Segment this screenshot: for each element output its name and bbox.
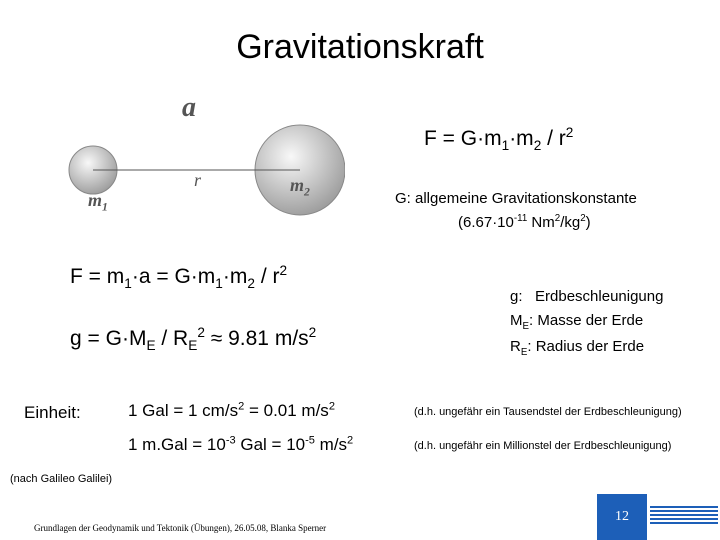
footer-stripes — [650, 506, 718, 526]
formula-newton: $F = m_1\cdot a = G\cdot m_1\cdot m_2 / r^2$ — [70, 263, 288, 292]
mgal-definition: 1 $m.Gal = 10^{-3}$ Gal = $10^{-5}$ $m/s^2$ — [128, 434, 354, 454]
gal-definition: 1 Gal = 1 $cm/s^2 = 0.01$ $m/s^2$ — [128, 400, 335, 420]
mass-2-label: $m_2$ — [290, 175, 310, 199]
footer-text: Grundlagen der Geodynamik und Tektonik (Übungen), 26.05.08, Blanka Sperner — [34, 523, 327, 533]
page-title: Gravitationskraft — [236, 28, 484, 66]
formula-g: $g = G\cdot M_E / R_E^2 \approx 9.81$ $m/s^2$ — [70, 325, 317, 354]
unit-label: Einheit: — [24, 403, 81, 422]
legend-m: $M_E$: Masse der Erde — [510, 312, 644, 332]
galilei-note: (nach Galileo Galilei) — [10, 473, 113, 485]
formula-force: $F = G\cdot m_1\cdot m_2 / r^2$ — [424, 125, 574, 154]
legend-g: g: Erdbeschleunigung — [510, 288, 664, 305]
acceleration-label: a — [182, 92, 196, 123]
distance-label: r — [194, 170, 202, 190]
gal-note: (d.h. ungefähr ein Tausendstel der Erdbeschleunigung) — [414, 406, 682, 418]
mgal-note: (d.h. ungefähr ein Millionstel der Erdbeschleunigung) — [414, 440, 672, 452]
g-constant-value: ($6.67\cdot 10^{-11}$ $Nm^2/kg^2$) — [458, 213, 591, 231]
page-number: 12 — [597, 494, 647, 540]
mass-1-label: $m_1$ — [88, 190, 108, 214]
legend-r: $R_E$: Radius der Erde — [510, 338, 645, 358]
g-constant-label: G: allgemeine Gravitationskonstante — [395, 190, 637, 207]
